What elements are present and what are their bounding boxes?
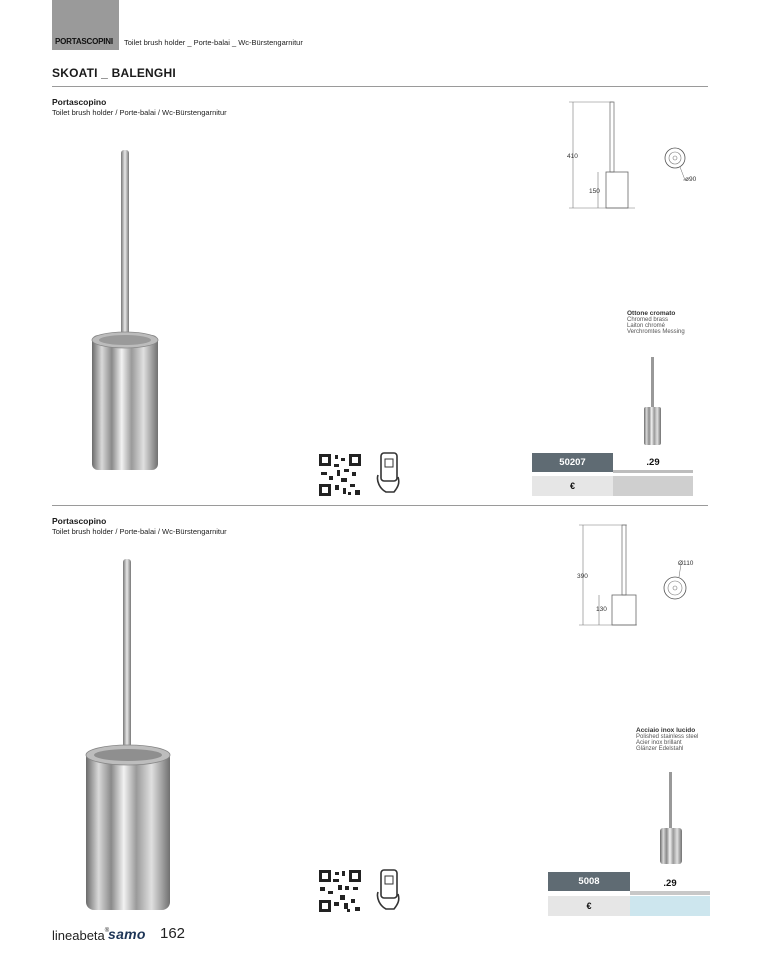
product-2-finish-line: Polished stainless steel	[636, 734, 699, 740]
header-subtitle: Toilet brush holder _ Porte-balai _ Wc-Bürstengarnitur	[124, 38, 303, 47]
product-1-finish	[627, 310, 685, 335]
qr-code-icon[interactable]	[317, 868, 363, 914]
product-2-description: Toilet brush holder / Porte-balai / Wc-Bürstengarnitur	[52, 527, 227, 536]
product-1-price: .29	[613, 453, 693, 473]
product-1-finish-line: Chromed brass	[627, 317, 669, 323]
product-2-currency: €	[548, 896, 630, 916]
product-2-name: Portascopino	[52, 516, 107, 526]
section-title: SKOATI _ BALENGHI	[52, 66, 176, 80]
product-1-technical-drawing	[565, 100, 705, 215]
qr-code-icon[interactable]	[317, 452, 363, 498]
product-2-finish-line: Acier inox brillant	[636, 740, 682, 746]
page-number: 162	[160, 925, 186, 942]
product-2-height-label: 390	[577, 573, 588, 580]
product-divider	[52, 505, 708, 506]
product-2-finish	[636, 727, 698, 752]
category-label: PORTASCOPINI	[55, 37, 113, 46]
product-2-finish-name: Acciaio inox lucido	[636, 727, 696, 734]
section-divider	[52, 86, 708, 87]
product-2-code: 5008	[548, 872, 630, 891]
product-1-finish-thumbnail	[640, 355, 666, 447]
product-1-finish-line: Verchromtes Messing	[627, 329, 685, 335]
product-1-finish-name: Ottone cromato	[627, 310, 676, 317]
product-1-diameter-label: ø90	[685, 176, 697, 183]
product-1-base-height-label: 150	[589, 188, 600, 195]
product-1-name: Portascopino	[52, 97, 107, 107]
product-2-photo	[78, 555, 178, 915]
product-2-base-height-label: 130	[596, 606, 607, 613]
product-1-photo	[80, 145, 170, 475]
product-2-finish-line: Glänzer Edelstahl	[636, 746, 684, 752]
product-1-description: Toilet brush holder / Porte-balai / Wc-Bürstengarnitur	[52, 108, 227, 117]
product-2-price: .29	[630, 874, 710, 895]
footer-brand-mark: ®	[104, 928, 110, 934]
footer-partner-logo: samo	[108, 926, 146, 942]
product-2-finish-thumbnail	[656, 770, 686, 866]
product-2-diameter-label: Ø110	[678, 560, 694, 567]
product-1-currency: €	[532, 476, 613, 496]
product-2-technical-drawing	[575, 520, 715, 630]
footer-brand-name: lineabeta	[52, 928, 105, 943]
phone-scan-icon	[374, 451, 404, 495]
product-2-price-field	[630, 896, 710, 916]
product-1-price-field	[613, 476, 693, 496]
product-1-height-label: 410	[567, 153, 578, 160]
footer-brand	[52, 928, 109, 943]
phone-scan-icon	[374, 868, 404, 912]
product-1-finish-line: Laiton chromé	[627, 323, 666, 329]
product-1-code: 50207	[532, 453, 613, 472]
